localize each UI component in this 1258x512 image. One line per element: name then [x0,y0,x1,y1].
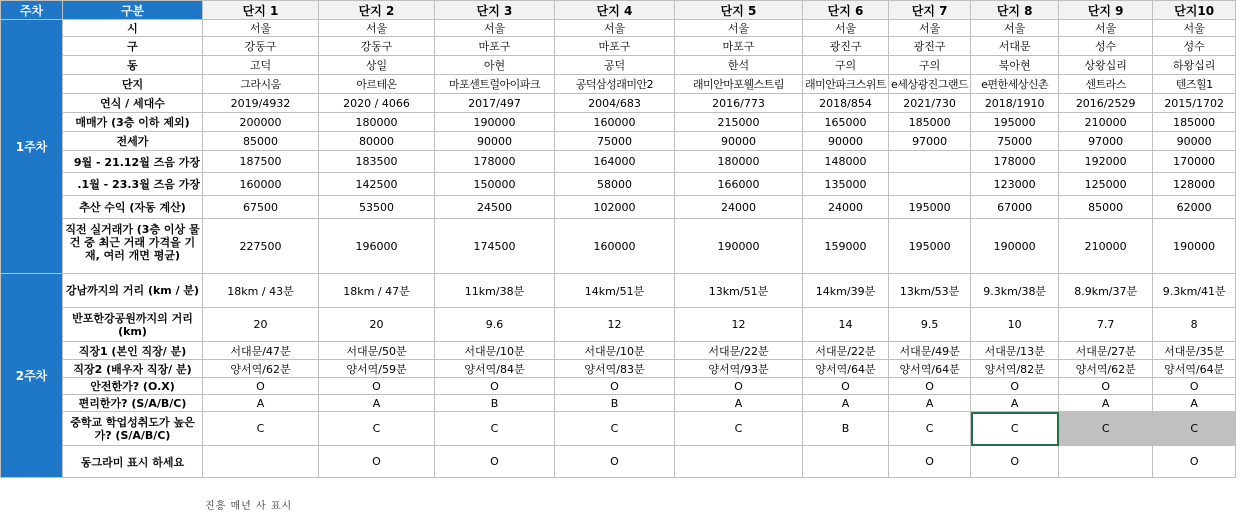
cell-complex-2[interactable]: 53500 [319,196,435,219]
row-label[interactable] [63,308,203,342]
week-2-label[interactable]: 2주차 [1,274,63,478]
cell-complex-9[interactable]: 양서역/62분 [1059,360,1153,378]
cell-complex-1[interactable]: 67500 [203,196,319,219]
cell-complex-4[interactable]: 58000 [555,173,675,196]
cell-complex-2[interactable]: O [319,446,435,478]
cell-complex-1[interactable]: 서대문/47분 [203,342,319,360]
table-row [1,75,1236,94]
cell-complex-6[interactable]: 165000 [803,113,889,132]
cell-complex-2[interactable]: C [319,412,435,446]
row-label-text: 강남까지의 거리 (km / 분) [65,284,200,297]
complex-header-4[interactable]: 단지 4 [555,1,675,20]
cell-complex-3[interactable]: 11km/38분 [435,274,555,308]
cell-complex-5[interactable]: A [675,395,803,412]
cell-complex-7[interactable]: 9.5 [889,308,971,342]
cell-complex-10[interactable]: 성수 [1153,37,1236,56]
cell-complex-8[interactable]: C [971,412,1059,446]
cell-complex-7[interactable]: e세상광진그랜드 [889,75,971,94]
cell-complex-5[interactable]: 215000 [675,113,803,132]
cell-complex-4[interactable]: 164000 [555,151,675,173]
cell-complex-3[interactable]: B [435,395,555,412]
cell-complex-4[interactable]: B [555,395,675,412]
cell-complex-8[interactable]: O [971,446,1059,478]
cell-complex-1[interactable]: 18km / 43분 [203,274,319,308]
cell-complex-10[interactable]: 190000 [1153,219,1236,274]
cell-complex-10[interactable]: 128000 [1153,173,1236,196]
cell-complex-5[interactable]: 2016/773 [675,94,803,113]
cell-complex-9[interactable]: A [1059,395,1153,412]
cell-complex-2[interactable]: 183500 [319,151,435,173]
cell-complex-4[interactable]: 공덕 [555,56,675,75]
row-label[interactable] [63,196,203,219]
cell-complex-2[interactable]: 18km / 47분 [319,274,435,308]
row-label-text: 연식 / 세대수 [100,97,165,110]
cell-complex-1[interactable]: 고덕 [203,56,319,75]
cell-complex-8[interactable]: e편한세상신촌 [971,75,1059,94]
row-label[interactable] [63,342,203,360]
cell-complex-2[interactable]: O [319,378,435,395]
cell-complex-10[interactable]: 185000 [1153,113,1236,132]
cell-complex-9[interactable]: 서울 [1059,20,1153,37]
table-row [1,378,1236,395]
cell-complex-8[interactable]: 178000 [971,151,1059,173]
cell-complex-7[interactable]: 양서역/64분 [889,360,971,378]
week-1-label[interactable]: 1주차 [1,20,63,274]
cell-complex-4[interactable]: O [555,378,675,395]
cell-complex-10[interactable]: 서대문/35분 [1153,342,1236,360]
table-row [1,132,1236,151]
cell-complex-1[interactable]: 20 [203,308,319,342]
cell-complex-4[interactable]: 14km/51분 [555,274,675,308]
cell-complex-8[interactable]: 10 [971,308,1059,342]
cell-complex-1[interactable] [203,446,319,478]
cell-complex-9[interactable]: 125000 [1059,173,1153,196]
table-row [1,308,1236,342]
cell-complex-10[interactable]: A [1153,395,1236,412]
row-label-text: 편리한가? (S/A/B/C) [78,397,187,410]
cell-complex-9[interactable]: C [1059,412,1153,446]
cell-complex-7[interactable] [889,173,971,196]
row-label-text: 직장1 (본인 직장/ 분) [78,344,187,358]
cell-complex-7[interactable]: 195000 [889,196,971,219]
cell-complex-3[interactable]: O [435,446,555,478]
row-label[interactable] [63,75,203,94]
cell-complex-3[interactable]: 마포구 [435,37,555,56]
row-label-text: 단지 [121,78,144,91]
cell-complex-7[interactable]: A [889,395,971,412]
cell-complex-9[interactable]: 192000 [1059,151,1153,173]
complex-header-7[interactable]: 단지 7 [889,1,971,20]
cell-complex-10[interactable]: 하왕십리 [1153,56,1236,75]
row-label-text: 동그라미 표시 하세요 [80,455,185,469]
cell-complex-10[interactable]: 서울 [1153,20,1236,37]
table-row [1,94,1236,113]
cell-complex-6[interactable]: 14 [803,308,889,342]
cell-complex-6[interactable]: 서울 [803,20,889,37]
overflow-cell-text: 진흥 매년 사 표시 [205,501,293,512]
cell-complex-10[interactable]: 8 [1153,308,1236,342]
cell-complex-6[interactable]: 양서역/64분 [803,360,889,378]
table-row [1,274,1236,308]
row-label-text: 반포한강공원까지의 거리 (km) [72,311,193,338]
row-label[interactable] [63,395,203,412]
row-label[interactable] [63,94,203,113]
cell-complex-6[interactable]: 래미안파크스위트 [803,75,889,94]
cell-complex-8[interactable]: 9.3km/38분 [971,274,1059,308]
cell-complex-3[interactable]: 서울 [435,20,555,37]
row-label[interactable] [63,219,203,274]
row-label[interactable] [63,446,203,478]
cell-complex-4[interactable]: 마포구 [555,37,675,56]
table-row [1,20,1236,37]
cell-complex-2[interactable]: 2020 / 4066 [319,94,435,113]
cell-complex-3[interactable]: 174500 [435,219,555,274]
cell-complex-2[interactable]: 196000 [319,219,435,274]
row-label[interactable] [63,20,203,37]
cell-complex-3[interactable]: 9.6 [435,308,555,342]
cell-complex-7[interactable]: C [889,412,971,446]
cell-complex-7[interactable]: O [889,446,971,478]
cell-complex-1[interactable]: 강동구 [203,37,319,56]
cell-complex-1[interactable]: 160000 [203,173,319,196]
row-label-text: 안전한가? (O.X) [90,380,175,393]
cell-complex-7[interactable]: O [889,378,971,395]
row-label-text: 직전 실거래가 (3층 이상 물건 중 최근 거래 가격을 기재, 여러 개면 평균) [65,222,200,262]
cell-complex-5[interactable]: 166000 [675,173,803,196]
complex-header-8[interactable]: 단지 8 [971,1,1059,20]
cell-complex-8[interactable]: O [971,378,1059,395]
cell-complex-3[interactable]: C [435,412,555,446]
cell-complex-6[interactable]: A [803,395,889,412]
cell-complex-5[interactable]: 24000 [675,196,803,219]
cell-complex-2[interactable]: 142500 [319,173,435,196]
cell-complex-6[interactable]: 2018/854 [803,94,889,113]
cell-complex-6[interactable]: O [803,378,889,395]
cell-complex-5[interactable]: 서울 [675,20,803,37]
cell-complex-10[interactable]: 62000 [1153,196,1236,219]
table-row [1,173,1236,196]
cell-complex-1[interactable]: 200000 [203,113,319,132]
row-label[interactable] [63,412,203,446]
cell-complex-3[interactable]: 양서역/84분 [435,360,555,378]
row-label-text: 9월 - 21.12월 즈음 가장 [73,155,200,169]
cell-complex-8[interactable]: 서대문/13분 [971,342,1059,360]
cell-complex-9[interactable]: 97000 [1059,132,1153,151]
cell-complex-10[interactable]: O [1153,446,1236,478]
cell-complex-6[interactable]: 24000 [803,196,889,219]
cell-complex-3[interactable]: 190000 [435,113,555,132]
cell-complex-3[interactable]: 아현 [435,56,555,75]
cell-complex-5[interactable]: O [675,378,803,395]
cell-complex-4[interactable]: 공덕삼성래미안2 [555,75,675,94]
row-label[interactable] [63,151,203,173]
week-column-header[interactable]: 주차 [1,1,63,20]
cell-complex-1[interactable]: O [203,378,319,395]
cell-complex-3[interactable]: 24500 [435,196,555,219]
cell-complex-10[interactable]: 9.3km/41분 [1153,274,1236,308]
cell-complex-5[interactable] [675,446,803,478]
cell-complex-7[interactable]: 2021/730 [889,94,971,113]
row-label[interactable] [63,37,203,56]
cell-complex-7[interactable]: 광진구 [889,37,971,56]
cell-complex-1[interactable]: 서울 [203,20,319,37]
complex-header-10[interactable]: 단지10 [1153,1,1236,20]
cell-complex-10[interactable]: 170000 [1153,151,1236,173]
cell-complex-8[interactable]: 양서역/82분 [971,360,1059,378]
cell-complex-1[interactable]: 85000 [203,132,319,151]
row-label-text: 시 [127,22,138,35]
cell-complex-5[interactable]: 양서역/93분 [675,360,803,378]
cell-complex-3[interactable]: O [435,378,555,395]
complex-header-2[interactable]: 단지 2 [319,1,435,20]
cell-complex-8[interactable]: 123000 [971,173,1059,196]
cell-complex-1[interactable]: 양서역/62분 [203,360,319,378]
cell-complex-9[interactable] [1059,446,1153,478]
cell-complex-2[interactable]: 20 [319,308,435,342]
row-label[interactable] [63,378,203,395]
cell-complex-9[interactable]: 성수 [1059,37,1153,56]
cell-complex-4[interactable]: 양서역/83분 [555,360,675,378]
cell-complex-2[interactable]: 아르테온 [319,75,435,94]
row-label[interactable] [63,173,203,196]
cell-complex-6[interactable]: 구의 [803,56,889,75]
cell-complex-1[interactable]: A [203,395,319,412]
cell-complex-7[interactable]: 서대문/49분 [889,342,971,360]
cell-complex-9[interactable]: 센트라스 [1059,75,1153,94]
cell-complex-1[interactable]: C [203,412,319,446]
row-label-text: 구 [127,40,138,53]
cell-complex-9[interactable]: O [1059,378,1153,395]
cell-complex-8[interactable]: 195000 [971,113,1059,132]
cell-complex-10[interactable]: C [1153,412,1236,446]
cell-complex-2[interactable]: 180000 [319,113,435,132]
row-label[interactable] [63,274,203,308]
cell-complex-8[interactable]: 북아현 [971,56,1059,75]
complex-header-1[interactable]: 단지 1 [203,1,319,20]
cell-complex-2[interactable]: 상일 [319,56,435,75]
cell-complex-8[interactable]: 2018/1910 [971,94,1059,113]
cell-complex-6[interactable] [803,446,889,478]
cell-complex-2[interactable]: 서울 [319,20,435,37]
cell-complex-2[interactable]: 서대문/50분 [319,342,435,360]
cell-complex-2[interactable]: 강동구 [319,37,435,56]
row-label[interactable] [63,132,203,151]
cell-complex-6[interactable]: B [803,412,889,446]
cell-complex-3[interactable]: 서대문/10분 [435,342,555,360]
row-label-text: 중학교 학업성취도가 높은가? (S/A/B/C) [70,415,195,442]
table-row [1,37,1236,56]
cell-complex-5[interactable]: 12 [675,308,803,342]
cell-complex-5[interactable]: 13km/51분 [675,274,803,308]
complex-header-9[interactable]: 단지 9 [1059,1,1153,20]
table-row [1,219,1236,274]
cell-complex-4[interactable]: 102000 [555,196,675,219]
cell-complex-1[interactable]: 그라시움 [203,75,319,94]
table-row [1,342,1236,360]
cell-complex-5[interactable]: 래미안마포웰스트림 [675,75,803,94]
cell-complex-6[interactable]: 90000 [803,132,889,151]
table-row [1,360,1236,378]
cell-complex-1[interactable]: 227500 [203,219,319,274]
cell-complex-6[interactable]: 148000 [803,151,889,173]
row-label-text: 직장2 (배우자 직장/ 분) [73,362,192,376]
cell-complex-8[interactable]: 67000 [971,196,1059,219]
complex-header-3[interactable]: 단지 3 [435,1,555,20]
cell-complex-8[interactable]: 190000 [971,219,1059,274]
cell-complex-7[interactable]: 구의 [889,56,971,75]
header-row [1,1,1236,20]
cell-complex-2[interactable]: 양서역/59분 [319,360,435,378]
cell-complex-4[interactable]: 2004/683 [555,94,675,113]
cell-complex-10[interactable]: O [1153,378,1236,395]
row-label-text: .1월 - 23.3월 즈음 가장 [77,178,200,191]
complex-header-5[interactable]: 단지 5 [675,1,803,20]
row-label[interactable] [63,113,203,132]
cell-complex-5[interactable]: 서대문/22분 [675,342,803,360]
cell-complex-8[interactable]: 서울 [971,20,1059,37]
table-row [1,395,1236,412]
cell-complex-9[interactable]: 210000 [1059,219,1153,274]
cell-complex-7[interactable]: 185000 [889,113,971,132]
cell-complex-5[interactable]: 180000 [675,151,803,173]
table-row [1,56,1236,75]
cell-complex-7[interactable] [889,151,971,173]
row-label-text: 추산 수익 (자동 계산) [79,201,186,214]
category-column-header[interactable]: 구분 [63,1,203,20]
cell-complex-9[interactable]: 8.9km/37분 [1059,274,1153,308]
cell-complex-7[interactable]: 195000 [889,219,971,274]
cell-complex-4[interactable]: C [555,412,675,446]
cell-complex-3[interactable]: 마포센트럴아이파크 [435,75,555,94]
cell-complex-10[interactable]: 텐즈힐1 [1153,75,1236,94]
cell-complex-5[interactable]: 한석 [675,56,803,75]
table-row [1,446,1236,478]
cell-complex-8[interactable]: 75000 [971,132,1059,151]
cell-complex-7[interactable]: 서울 [889,20,971,37]
cell-complex-5[interactable]: 90000 [675,132,803,151]
cell-complex-7[interactable]: 97000 [889,132,971,151]
cell-complex-4[interactable]: 서대문/10분 [555,342,675,360]
cell-complex-4[interactable]: 160000 [555,219,675,274]
cell-complex-4[interactable]: 160000 [555,113,675,132]
cell-complex-5[interactable]: 190000 [675,219,803,274]
cell-complex-6[interactable]: 14km/39분 [803,274,889,308]
complex-header-6[interactable]: 단지 6 [803,1,889,20]
row-label-text: 동 [127,59,138,72]
row-label[interactable] [63,56,203,75]
cell-complex-10[interactable]: 90000 [1153,132,1236,151]
cell-complex-10[interactable]: 2015/1702 [1153,94,1236,113]
cell-complex-8[interactable]: A [971,395,1059,412]
cell-complex-4[interactable]: O [555,446,675,478]
cell-complex-9[interactable]: 상왕십리 [1059,56,1153,75]
cell-complex-2[interactable]: 80000 [319,132,435,151]
cell-complex-9[interactable]: 서대문/27분 [1059,342,1153,360]
cell-complex-10[interactable]: 양서역/64분 [1153,360,1236,378]
row-label-text: 매매가 (3층 이하 제외) [75,116,190,129]
cell-complex-6[interactable]: 135000 [803,173,889,196]
table-row [1,113,1236,132]
cell-complex-9[interactable]: 210000 [1059,113,1153,132]
cell-complex-6[interactable]: 서대문/22분 [803,342,889,360]
row-label-text: 전세가 [116,135,149,148]
cell-complex-9[interactable]: 85000 [1059,196,1153,219]
cell-complex-6[interactable]: 159000 [803,219,889,274]
cell-complex-2[interactable]: A [319,395,435,412]
table-row [1,196,1236,219]
cell-complex-5[interactable]: C [675,412,803,446]
cell-complex-1[interactable]: 2019/4932 [203,94,319,113]
cell-complex-9[interactable]: 2016/2529 [1059,94,1153,113]
cell-complex-4[interactable]: 75000 [555,132,675,151]
cell-complex-5[interactable]: 마포구 [675,37,803,56]
cell-complex-3[interactable]: 178000 [435,151,555,173]
cell-complex-1[interactable]: 187500 [203,151,319,173]
cell-complex-3[interactable]: 2017/497 [435,94,555,113]
cell-complex-7[interactable]: 13km/53분 [889,274,971,308]
table-row [1,412,1236,446]
cell-complex-3[interactable]: 90000 [435,132,555,151]
cell-complex-6[interactable]: 광진구 [803,37,889,56]
row-label[interactable] [63,360,203,378]
cell-complex-4[interactable]: 12 [555,308,675,342]
cell-complex-4[interactable]: 서울 [555,20,675,37]
table-row [1,151,1236,173]
cell-complex-8[interactable]: 서대문 [971,37,1059,56]
cell-complex-3[interactable]: 150000 [435,173,555,196]
cell-complex-9[interactable]: 7.7 [1059,308,1153,342]
